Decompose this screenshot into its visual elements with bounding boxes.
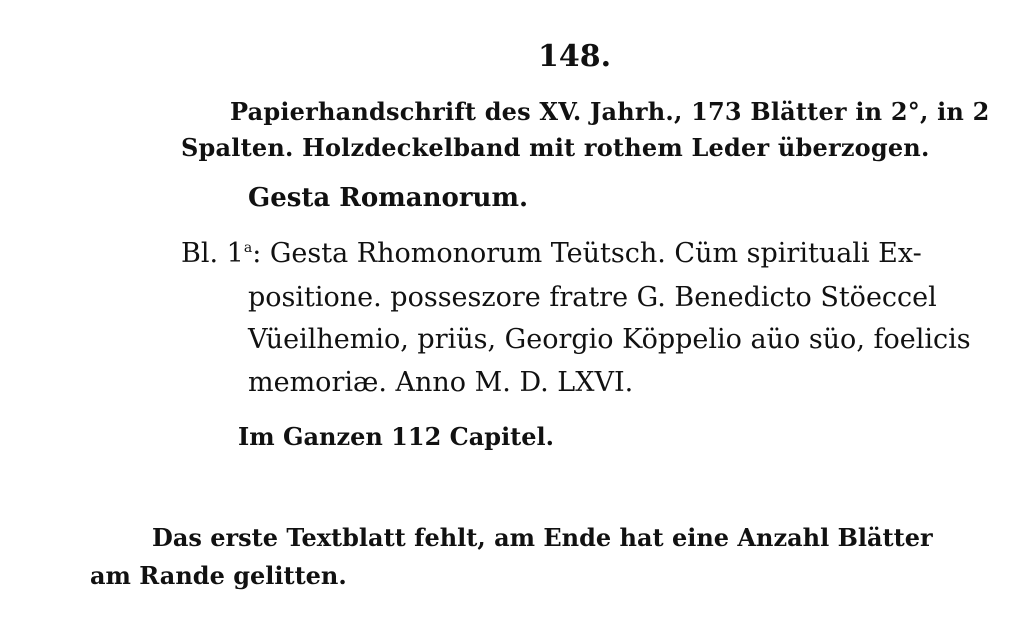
entry-line-4: memoriæ. Anno M. D. LXVI. [248,367,634,398]
entry-line-3: Vüeilhemio, priüs, Georgio Köppelio aüo süo, foelicis [248,324,971,355]
description-line-2: Spalten. Holzdeckelband mit rothem Leder überzogen. [181,133,930,162]
entry-line-2: positione. posseszore fratre G. Benedicto Stöeccel [248,282,937,313]
folio-label: Bl. 1 [181,238,244,269]
folio-superscript: a [243,240,253,256]
chapter-count: Im Ganzen 112 Capitel. [238,422,555,451]
entry-line-1 [181,240,922,267]
note-line-1: Das erste Textblatt fehlt, am Ende hat eine Anzahl Blätter [152,523,933,552]
work-title: Gesta Romanorum. [248,183,529,213]
note-line-2: am Rande gelitten. [90,561,347,590]
page-number: 148. [538,39,612,74]
description-line-1: Papierhandschrift des XV. Jahrh., 173 Blätter in 2°, in 2 [230,97,990,126]
entry-line-1-text: : Gesta Rhomonorum Teütsch. Cüm spirituali Ex- [252,238,922,269]
